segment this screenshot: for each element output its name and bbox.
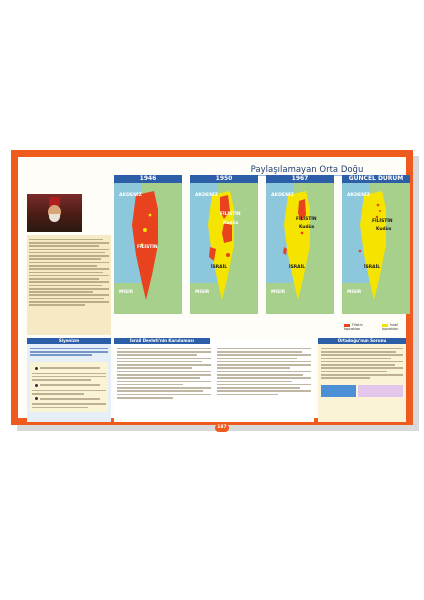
egypt-label: MISIR — [119, 290, 134, 295]
middle-east-issue-box — [318, 338, 406, 422]
map-legend — [344, 323, 410, 331]
map-current — [342, 175, 410, 314]
sea-label: AKDENİZ — [347, 193, 370, 198]
map-year: 1967 — [266, 175, 334, 183]
state-label: İSRAİL — [364, 265, 381, 270]
city-label: Kudüs — [376, 227, 392, 232]
map-year: 1950 — [190, 175, 258, 183]
egypt-label: MISIR — [271, 290, 286, 295]
egypt-label: MISIR — [347, 290, 362, 295]
legend-item: İsrail toprakları — [382, 323, 399, 331]
beard-shape — [49, 214, 60, 222]
country-label: FİLİSTİN — [220, 212, 241, 217]
country-label: FİLİSTİN — [372, 219, 393, 224]
page-number: 187 — [215, 424, 229, 432]
sea-label: AKDENİZ — [195, 193, 218, 198]
page-title: Paylaşılamayan Orta Doğu — [250, 165, 364, 175]
city-label: Kudüs — [299, 225, 315, 230]
title-bar — [208, 161, 406, 176]
state-label: İSRAİL — [211, 265, 228, 270]
map-year: GÜNCEL DURUM — [342, 175, 410, 183]
box-heading: Siyonizm — [27, 338, 111, 344]
country-label: FİLİSTİN — [137, 245, 158, 250]
textbook-page — [11, 150, 413, 430]
state-label: İSRAİL — [289, 265, 306, 270]
map-1946 — [114, 175, 182, 314]
box-heading: İsrail Devleti'nin Kuruluması — [114, 338, 210, 344]
box-heading: Ortadoğu'nun Sorunu — [318, 338, 406, 344]
sea-label: AKDENİZ — [119, 193, 142, 198]
israel-founding-box — [114, 338, 314, 422]
siyonizm-box — [27, 338, 111, 422]
portrait-image — [27, 194, 82, 232]
sea-label: AKDENİZ — [271, 193, 294, 198]
country-label: FİLİSTİN — [296, 217, 317, 222]
map-row — [114, 175, 410, 331]
egypt-label: MISIR — [195, 290, 210, 295]
legend-item: Filistin toprakları — [344, 323, 363, 331]
city-label: Kudüs — [223, 221, 239, 226]
intro-text-block — [27, 235, 111, 335]
map-year: 1946 — [114, 175, 182, 183]
map-1967 — [266, 175, 334, 314]
map-1950 — [190, 175, 258, 314]
